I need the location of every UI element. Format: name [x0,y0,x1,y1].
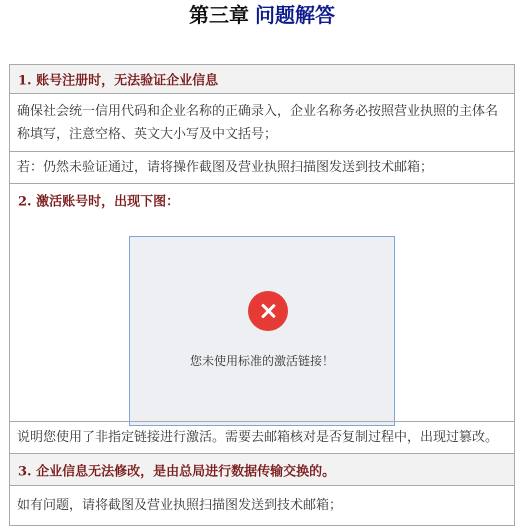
activation-error-screenshot [129,236,395,426]
section-2-title: 2. 激活账号时，出现下图： [18,194,180,209]
chapter-title [0,0,524,30]
section-1-line-2: 称填写，注意空格、英文大小写及中文括号； [17,127,278,142]
section-3-body [10,485,514,525]
section-2-figure-row [10,215,514,421]
section-1-title: 1. 账号注册时，无法验证企业信息 [18,73,219,89]
error-x-icon [248,291,288,331]
section-1-header [10,65,514,93]
activation-error-message: 您未使用标准的激活链接！ [189,354,334,368]
chapter-name: 问题解答 [255,3,335,27]
section-3-title: 3. 企业信息无法修改，是由总局进行数据传输交换的。 [18,464,336,479]
section-1-line-1: 确保社会统一信用代码和企业名称的正确录入，企业名称务必按照营业执照的主体名 [17,104,499,119]
faq-table [9,64,515,526]
section-3-header [10,453,514,485]
section-2-note [10,421,514,453]
section-1-line-3: 若：仍然未验证通过，请将操作截图及营业执照扫描图发送到技术邮箱； [17,160,434,175]
section-2-note-text: 说明您使用了非指定链接进行激活。需要去邮箱核对是否复制过程中，出现过篡改。 [17,430,499,445]
section-3-line-1: 如有问题，请将截图及营业执照扫描图发送到技术邮箱； [17,498,343,513]
section-1-body [10,93,514,151]
chapter-number: 第三章 [189,3,249,27]
section-2-header [10,183,514,215]
section-1-tip [10,151,514,183]
